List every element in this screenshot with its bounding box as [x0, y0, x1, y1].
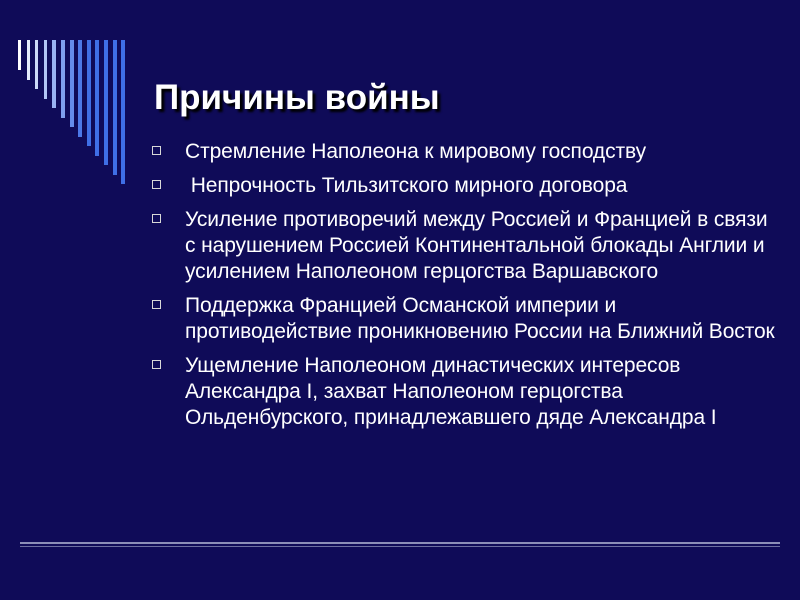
list-item-text: Поддержка Францией Османской империи и противодействие проникновению России на Ближний Восток	[185, 294, 775, 343]
list-item	[150, 173, 780, 199]
decorative-stripe	[113, 40, 117, 175]
list-item-text: Усиление противоречий между Россией и Францией в связи с нарушением Россией Континентальной блокады Англии и усилением Наполеоном герцогства Варшавского	[185, 208, 768, 283]
list-item-text: Ущемление Наполеоном династических интересов Александра I, захват Наполеоном герцогства Ольденбурского, принадлежавшего дяде Александра I	[185, 354, 717, 429]
list-item-text: Стремление Наполеона к мировому господству	[185, 140, 646, 163]
decorative-stripe	[87, 40, 91, 146]
decorative-stripe	[18, 40, 21, 70]
decorative-stripe	[27, 40, 30, 80]
list-item	[150, 353, 780, 431]
hollow-square-bullet-icon	[152, 360, 161, 369]
hollow-square-bullet-icon	[152, 214, 161, 223]
hollow-square-bullet-icon	[152, 146, 161, 155]
decorative-stripe	[95, 40, 99, 156]
bottom-rule-thin	[20, 546, 780, 547]
decorative-stripe	[35, 40, 38, 89]
decorative-stripe	[52, 40, 56, 108]
list-item-text: Непрочность Тильзитского мирного договора	[185, 174, 628, 197]
bottom-rule	[20, 542, 780, 544]
hollow-square-bullet-icon	[152, 300, 161, 309]
decorative-stripe	[104, 40, 108, 165]
decorative-stripe	[78, 40, 82, 137]
decorative-stripe	[121, 40, 125, 184]
slide-title: Причины войны	[154, 78, 440, 117]
hollow-square-bullet-icon	[152, 180, 161, 189]
decorative-stripe	[61, 40, 65, 118]
decorative-stripe	[70, 40, 74, 127]
list-item	[150, 139, 780, 165]
decorative-stripe	[44, 40, 47, 99]
list-item	[150, 207, 780, 285]
bullet-list	[150, 139, 780, 439]
decorative-stripes	[0, 0, 140, 160]
list-item	[150, 293, 780, 345]
